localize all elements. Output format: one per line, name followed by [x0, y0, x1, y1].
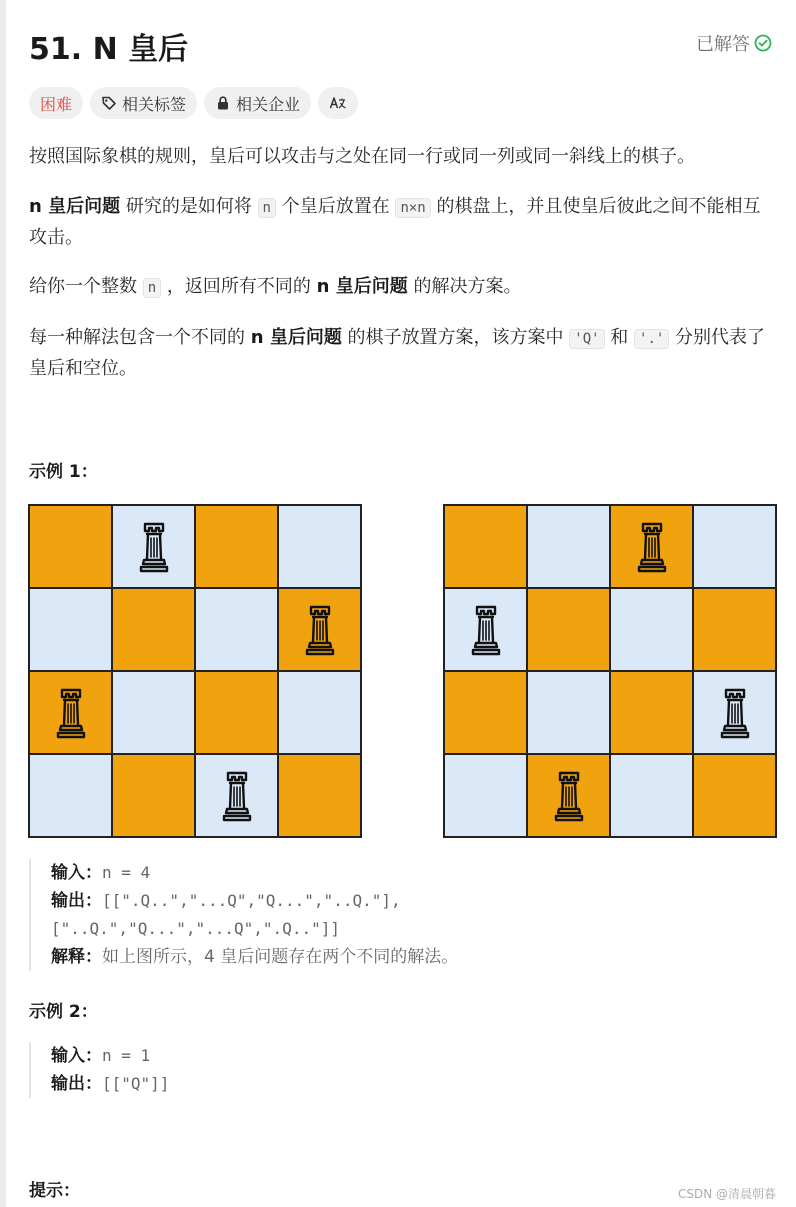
queen-icon [549, 768, 589, 824]
text-span: 分别代表了皇后和空位。 [29, 327, 766, 379]
board-square [113, 755, 194, 836]
board-square [694, 589, 775, 670]
board-square [196, 589, 277, 670]
board-square [279, 589, 360, 670]
board-square [445, 589, 526, 670]
board-square [196, 755, 277, 836]
solved-status-label: 已解答 [696, 34, 750, 55]
output-label: 输出： [51, 1074, 102, 1094]
board-square [30, 589, 111, 670]
board-square [694, 755, 775, 836]
board-square [196, 672, 277, 753]
board-square [528, 589, 609, 670]
problem-title: 51. N 皇后 [29, 32, 189, 67]
chessboard-solution-1 [28, 504, 362, 838]
text-span: 给你一个整数 [29, 276, 143, 297]
board-square [445, 506, 526, 587]
tag-bar [29, 87, 358, 119]
queen-icon [134, 519, 174, 575]
text-span: 的解决方案。 [407, 276, 522, 297]
text-span: 个皇后放置在 [275, 196, 396, 217]
input-value: n = 4 [102, 863, 151, 882]
queen-icon [715, 685, 755, 741]
example-2-heading: 示例 2： [29, 1002, 98, 1022]
board-square [528, 755, 609, 836]
example-1-block [29, 859, 458, 971]
queen-icon [466, 602, 506, 658]
example-1-explanation [51, 943, 458, 971]
watermark: CSDN @清晨朝暮 [678, 1187, 777, 1201]
text-span: 的棋子放置方案，该方案中 [341, 327, 570, 348]
input-label: 输入： [51, 863, 102, 883]
board-square [611, 672, 692, 753]
related-tags-label: 相关标签 [122, 94, 187, 114]
example-1-output-continued [51, 915, 458, 943]
n-queens-term: n 皇后问题 [316, 276, 408, 297]
inline-code-n: n [258, 198, 276, 218]
lock-icon [215, 95, 231, 111]
queen-icon [51, 685, 91, 741]
inline-code-dot: '.' [634, 329, 669, 349]
board-square [694, 672, 775, 753]
queen-icon [632, 519, 672, 575]
difficulty-tag[interactable] [29, 87, 83, 119]
description-paragraph-1: 按照国际象棋的规则，皇后可以攻击与之处在同一行或同一列或同一斜线上的棋子。 [29, 146, 695, 167]
board-square [611, 755, 692, 836]
tag-icon [101, 95, 117, 111]
description-paragraph-2 [29, 192, 774, 253]
board-square [445, 755, 526, 836]
board-square [30, 755, 111, 836]
text-span: 研究的是如何将 [120, 196, 258, 217]
example-2-block [29, 1042, 169, 1098]
board-square [528, 506, 609, 587]
inline-code-nxn: n×n [395, 198, 430, 218]
solved-status [696, 30, 772, 56]
description-paragraph-4 [29, 323, 774, 384]
text-span: 和 [604, 327, 635, 348]
board-square [528, 672, 609, 753]
related-companies-label: 相关企业 [236, 94, 301, 114]
check-circle-icon [754, 34, 772, 52]
board-square [445, 672, 526, 753]
board-square [694, 506, 775, 587]
queen-icon [300, 602, 340, 658]
left-scroll-edge [0, 0, 6, 1207]
example-2-input [51, 1042, 169, 1070]
board-square [611, 506, 692, 587]
board-square [196, 506, 277, 587]
explanation-value: 如上图所示，4 皇后问题存在两个不同的解法。 [102, 947, 459, 967]
n-queens-term: n 皇后问题 [250, 327, 342, 348]
output-value-continued: ["..Q.","Q...","...Q",".Q.."]] [51, 919, 340, 938]
board-square [30, 506, 111, 587]
description-paragraph-3 [29, 272, 774, 303]
related-tags-button[interactable] [90, 87, 197, 119]
translate-icon [329, 95, 347, 111]
related-companies-button[interactable] [204, 87, 311, 119]
translate-button[interactable] [318, 87, 358, 119]
inline-code-n: n [143, 278, 161, 298]
board-square [611, 589, 692, 670]
board-square [279, 672, 360, 753]
text-span: 每一种解法包含一个不同的 [29, 327, 251, 348]
example-1-input [51, 859, 458, 887]
chessboard-solution-2 [443, 504, 777, 838]
output-value: [["Q"]] [102, 1074, 170, 1093]
example-1-heading: 示例 1： [29, 462, 98, 482]
board-square [113, 589, 194, 670]
constraints-heading: 提示： [29, 1181, 80, 1201]
explanation-label: 解释： [51, 947, 102, 967]
input-value: n = 1 [102, 1046, 151, 1065]
inline-code-q: 'Q' [569, 329, 604, 349]
example-2-output [51, 1070, 169, 1098]
n-queens-term: n 皇后问题 [29, 196, 121, 217]
input-label: 输入： [51, 1046, 102, 1066]
board-square [279, 755, 360, 836]
text-span: 的棋盘上，并且使皇后彼此之间不能相互攻击。 [29, 196, 761, 248]
difficulty-label: 困难 [40, 94, 73, 114]
output-value: [[".Q..","...Q","Q...","..Q."], [102, 891, 401, 910]
board-square [113, 672, 194, 753]
text-span: ，返回所有不同的 [161, 276, 317, 297]
board-square [279, 506, 360, 587]
board-square [113, 506, 194, 587]
example-1-output [51, 887, 458, 915]
queen-icon [217, 768, 257, 824]
board-square [30, 672, 111, 753]
output-label: 输出： [51, 891, 102, 911]
